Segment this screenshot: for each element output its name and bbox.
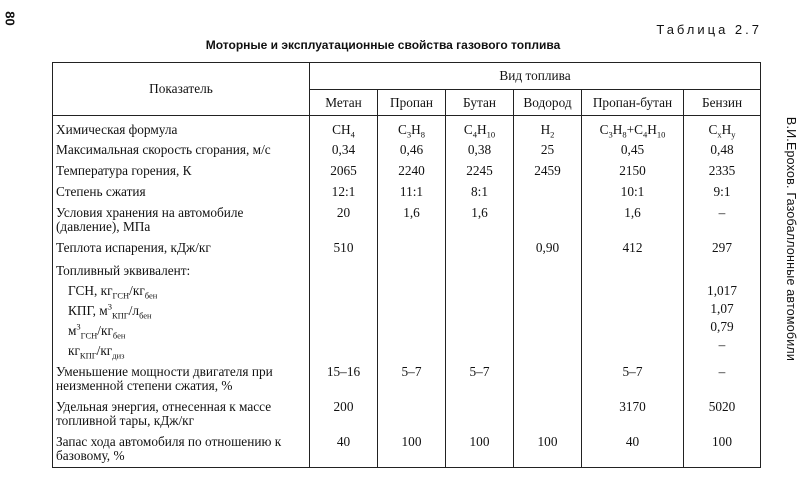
header-fuel-propane-butane: Пропан-бутан <box>582 90 684 116</box>
row-label-power-loss: Уменьшение мощности двигателя при неизменной степени сжатия, % <box>53 359 310 394</box>
value-cell: 1,07 <box>710 301 734 316</box>
running-head: В.И.Ерохов. Газобаллонные автомобили <box>784 116 798 361</box>
header-fuel-hydrogen: Водород <box>514 90 582 116</box>
row-label-temperature: Температура горения, К <box>53 158 310 179</box>
value-cell <box>378 235 446 256</box>
table-label: Таблица 2.7 <box>656 22 762 37</box>
value-cell: 0,79 <box>710 319 734 334</box>
table-row <box>53 138 761 158</box>
formula-propane: $C_3H_8$ <box>378 116 446 139</box>
header-indicator: Показатель <box>53 63 310 116</box>
row-label-speed: Максимальная скорость сгорания, м/с <box>53 138 310 158</box>
value-cell: 9:1 <box>684 179 761 200</box>
row-label-formula: Химическая формула <box>53 116 310 139</box>
table-row <box>53 235 761 256</box>
value-cell: 100 <box>684 429 761 468</box>
header-fuel-methane: Метан <box>310 90 378 116</box>
header-fuel-butane: Бутан <box>446 90 514 116</box>
value-cell: 5–7 <box>446 359 514 394</box>
value-cell: 1,6 <box>378 200 446 235</box>
value-cell <box>514 200 582 235</box>
value-cell: 11:1 <box>378 179 446 200</box>
value-cell: 100 <box>514 429 582 468</box>
value-cell: – <box>718 337 726 352</box>
value-cell: 1,017 <box>707 283 737 298</box>
value-cell <box>514 394 582 429</box>
value-cell: – <box>684 359 761 394</box>
value-cell: 8:1 <box>446 179 514 200</box>
value-cell: 0,34 <box>310 138 378 158</box>
table-row <box>53 158 761 179</box>
value-cell <box>514 179 582 200</box>
formula-propane-butane: $C_3H_8+C_4H_{10}$ <box>582 116 684 139</box>
equivalent-gasoline-values <box>684 256 761 359</box>
value-cell: 40 <box>582 429 684 468</box>
value-cell: 0,48 <box>684 138 761 158</box>
equivalent-title: Топливный эквивалент: <box>56 263 191 278</box>
row-label-range: Запас хода автомобиля по отношению к базовому, % <box>53 429 310 468</box>
value-cell: 40 <box>310 429 378 468</box>
value-cell: 297 <box>684 235 761 256</box>
equivalent-cng-diesel: $кг_{КПГ}/кг_{диз}$ <box>68 343 125 361</box>
table-row <box>53 429 761 468</box>
row-label-specific-energy: Удельная энергия, отнесенная к массе топливной тары, кДж/кг <box>53 394 310 429</box>
table-row <box>53 116 761 139</box>
value-cell: 0,46 <box>378 138 446 158</box>
formula-gasoline: $C_xH_y$ <box>684 116 761 139</box>
value-cell: 2240 <box>378 158 446 179</box>
value-cell: 2245 <box>446 158 514 179</box>
value-cell: 20 <box>310 200 378 235</box>
value-cell: 3170 <box>582 394 684 429</box>
page-number: 80 <box>2 10 18 26</box>
value-cell: 5–7 <box>378 359 446 394</box>
value-cell: 10:1 <box>582 179 684 200</box>
formula-methane: $CH_4$ <box>310 116 378 139</box>
equivalent-lpg: ГСН, $кг_{ГСН}/кг_{бен}$ <box>68 283 158 301</box>
formula-butane: $C_4H_{10}$ <box>446 116 514 139</box>
table-row <box>53 394 761 429</box>
value-cell: 5–7 <box>582 359 684 394</box>
equivalent-lpg-m3: $м^3_{ГСН}/кг_{бен}$ <box>68 321 126 341</box>
header-fuel-propane: Пропан <box>378 90 446 116</box>
value-cell: 412 <box>582 235 684 256</box>
value-cell: 100 <box>446 429 514 468</box>
value-cell: 200 <box>310 394 378 429</box>
value-cell: 0,45 <box>582 138 684 158</box>
row-label-compression: Степень сжатия <box>53 179 310 200</box>
header-fuel-gasoline: Бензин <box>684 90 761 116</box>
table-row <box>53 179 761 200</box>
value-cell: 510 <box>310 235 378 256</box>
table-row <box>53 359 761 394</box>
table-row <box>53 200 761 235</box>
value-cell <box>446 394 514 429</box>
table-title: Моторные и эксплуатационные свойства газового топлива <box>205 38 561 52</box>
row-label-heat: Теплота испарения, кДж/кг <box>53 235 310 256</box>
fuel-properties-table <box>52 62 761 468</box>
value-cell: 15–16 <box>310 359 378 394</box>
value-cell <box>378 394 446 429</box>
value-cell <box>514 359 582 394</box>
value-cell: – <box>684 200 761 235</box>
value-cell: 5020 <box>684 394 761 429</box>
value-cell: 0,90 <box>514 235 582 256</box>
value-cell: 25 <box>514 138 582 158</box>
row-label-storage: Условия хранения на автомобиле (давление), МПа <box>53 200 310 235</box>
equivalent-cng: КПГ, $м^3_{КПГ}/л_{бен}$ <box>68 301 152 321</box>
table-row <box>53 256 761 359</box>
row-label-equivalent <box>53 256 310 359</box>
value-cell <box>446 235 514 256</box>
value-cell: 2150 <box>582 158 684 179</box>
formula-hydrogen: $H_2$ <box>514 116 582 139</box>
value-cell: 2459 <box>514 158 582 179</box>
value-cell: 0,38 <box>446 138 514 158</box>
value-cell: 2065 <box>310 158 378 179</box>
value-cell: 2335 <box>684 158 761 179</box>
value-cell: 100 <box>378 429 446 468</box>
value-cell: 1,6 <box>582 200 684 235</box>
value-cell: 1,6 <box>446 200 514 235</box>
value-cell: 12:1 <box>310 179 378 200</box>
header-fuel-type: Вид топлива <box>310 63 761 90</box>
